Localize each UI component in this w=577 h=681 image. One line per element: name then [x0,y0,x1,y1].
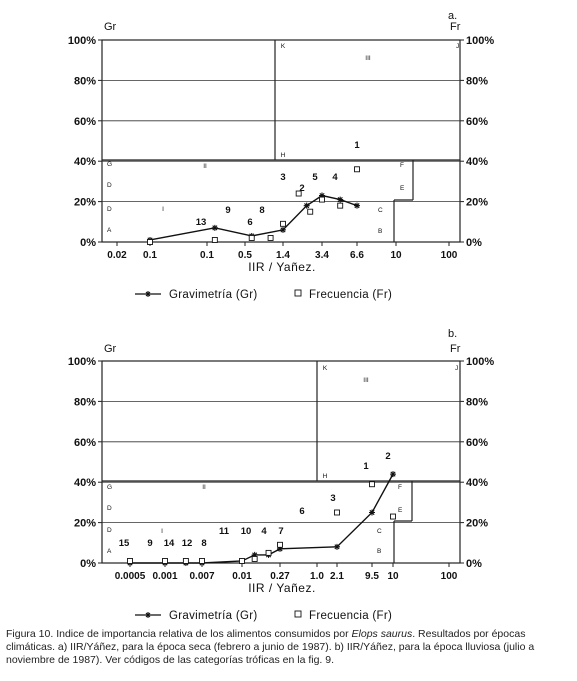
panel-a-left-axis-label: Gr [104,21,117,33]
panel-b-xtick-label: 0.0005 [114,571,146,582]
panel-a-plot-frame [102,40,460,242]
panel-b-frecuencia-point [200,558,205,563]
panel-b-zone-letter: E [398,507,403,514]
panel-a-ytick-label-left: 20% [73,196,96,209]
panel-b-gravimetria-point [334,544,340,550]
panel-b-xtick-label: 2.1 [330,571,344,582]
panel-b-point-label: 2 [385,451,391,462]
panel-a-x-axis-label: IIR / Yañez. [248,260,316,274]
panel-b-panel-letter: b. [448,328,458,340]
panel-b-zone-letter: B [377,548,382,555]
panel-a-zone-letter: B [378,228,383,235]
panel-b-ytick-label-left: 0% [80,558,96,570]
panel-b-frecuencia-point [128,558,133,563]
panel-a-xtick-label: 0.5 [238,250,252,261]
panel-a-zone-letter: C [378,207,383,214]
panel-a-zone-letter: A [107,227,112,234]
panel-b-xtick-label: 100 [440,571,458,582]
panel-a-point-label: 13 [195,217,207,228]
panel-a-ytick-label-right: 40% [466,156,489,169]
panel-b-point-label: 6 [299,506,305,517]
panel-b-x-axis-label: IIR / Yañez. [248,581,316,595]
panel-a-xtick-label: 100 [440,250,458,261]
panel-a-frecuencia-point [249,235,254,240]
panel-b-frecuencia-point [163,558,168,563]
panel-b-point-label: 12 [181,538,193,549]
panel-a-frecuencia-point [148,240,153,245]
panel-b-xtick-label: 10 [387,571,399,582]
panel-b-frecuencia-point [183,558,188,563]
panel-b-zone-letter: II [202,484,206,491]
panel-a-ytick-label-left: 80% [73,75,96,88]
panel-a-zone-letter: J [456,43,460,50]
panel-a-ytick-label-left: 100% [67,35,96,47]
panel-b-zone-letter: H [322,473,328,480]
panel-a-gravimetria-point [354,203,360,209]
panel-b-ytick-label-right: 0% [466,558,482,570]
panel-a-ytick-label-right: 60% [466,115,489,128]
panel-a-point-label: 1 [354,140,360,151]
panel-b-frecuencia-point [252,556,257,561]
panel-a-zone-letter: G [107,161,113,168]
panel-a-zone-letter: E [400,185,405,192]
panel-b-frecuencia-point [370,482,375,487]
panel-b-zone-letter: F [398,484,402,491]
panel-b-legend-frecuencia-label: Frecuencia (Fr) [309,610,393,622]
panel-b-zone-letter: A [107,548,112,555]
panel-b-xtick-label: 0.01 [232,571,252,582]
panel-a-point-label: 5 [312,172,318,183]
panel-a-zone-letter: K [280,43,286,50]
panel-b-ytick-label-left: 100% [67,356,96,368]
panel-a-legend-frecuencia-label: Frecuencia (Fr) [309,289,393,301]
panel-a-ytick-label-right: 100% [466,35,495,47]
panel-b-ytick-label-left: 80% [73,396,96,409]
panel-a-zone-letter: I [162,206,164,213]
panel-a-point-label: 8 [259,205,265,216]
panel-a-right-axis-label: Fr [450,21,461,33]
panel-b-point-label: 10 [240,526,252,537]
panel-a-frecuencia-point [320,197,325,202]
panel-a-xtick-label: 0.02 [107,250,127,261]
panel-a-xtick-label: 1.4 [276,250,290,261]
panel-a-zone-letter: F [400,162,404,169]
panel-a-series-gravimetria-line [150,196,357,240]
panel-b-point-label: 8 [201,538,207,549]
panel-a-ytick-label-left: 40% [73,156,96,169]
panel-a-legend-gravimetria-marker [145,291,151,297]
panel-a-gravimetria-point [280,227,286,233]
panel-a-ytick-label-right: 80% [466,75,489,88]
panel-b-point-label: 9 [147,538,153,549]
panel-b-series-gravimetria-line [130,474,393,563]
panel-a-legend-gravimetria-label: Gravimetría (Gr) [169,289,258,301]
panel-a-ytick-label-left: 0% [80,237,96,249]
panel-b-legend-gravimetria-label: Gravimetría (Gr) [169,610,258,622]
panel-b-zone-letter: C [377,528,382,535]
panel-b-ytick-label-right: 100% [466,356,495,368]
panel-b-zone-letter: D [107,505,112,512]
panel-b-zone-letter: D [107,527,112,534]
panel-a-legend-frecuencia-marker [295,290,301,296]
panel-b-xtick-label: 0.001 [152,571,178,582]
panel-a-point-label: 2 [299,183,305,194]
panel-b-ytick-label-left: 40% [73,477,96,490]
panel-a-xtick-label: 0.1 [200,250,214,261]
panel-a-point-label: 6 [247,217,253,228]
panel-a-frecuencia-point [355,167,360,172]
panel-b-zone-letter: J [455,365,459,372]
panel-b-point-label: 11 [218,526,230,537]
panel-a-ytick-label-right: 0% [466,237,482,249]
panel-a-frecuencia-point [338,203,343,208]
panel-a-point-label: 9 [225,205,231,216]
panel-b-point-label: 7 [278,526,284,537]
panel-b-point-label: 3 [330,493,336,504]
panel-b-gravimetria-point [390,471,396,477]
panel-b-frecuencia-point [278,542,283,547]
panel-b-ytick-label-right: 20% [466,517,489,530]
panel-a-zone-letter: II [203,163,207,170]
panel-a-frecuencia-point [308,209,313,214]
panel-b-zone-letter: I [161,528,163,535]
panel-b-xtick-label: 9.5 [365,571,379,582]
panel-b-xtick-label: 0.27 [270,571,290,582]
panel-a-frecuencia-point [212,237,217,242]
panel-a-xtick-label: 3.4 [315,250,329,261]
panel-a-zone-letter: D [107,182,112,189]
panel-a-zone-letter: H [280,152,286,159]
panel-a-zone-letter: III [365,55,371,62]
panel-a-xtick-label: 0.1 [143,250,157,261]
panel-b-frecuencia-point [335,510,340,515]
panel-b-frecuencia-point [266,550,271,555]
panel-a-gravimetria-point [212,225,218,231]
panel-b-point-label: 4 [261,526,267,537]
panel-b-frecuencia-point [240,558,245,563]
panel-b-legend-gravimetria-marker [145,612,151,618]
panel-a-xtick-label: 10 [390,250,402,261]
panel-a-gravimetria-point [304,203,310,209]
panel-b-ytick-label-right: 40% [466,477,489,490]
figure-caption [6,628,572,667]
panel-b-zone-letter: K [322,365,328,372]
panel-a-frecuencia-point [281,221,286,226]
panel-b-point-label: 15 [118,538,130,549]
panel-b-ytick-label-left: 60% [73,436,96,449]
panel-b-ytick-label-right: 60% [466,436,489,449]
panel-a-gravimetria-point [337,197,343,203]
caption-text-1: Figura 10. Indice de importancia relativa de los alimentos consumidos por [6,628,352,640]
panel-b-left-axis-label: Gr [104,343,117,355]
panel-a-xtick-label: 6.6 [350,250,364,261]
panel-b-frecuencia-point [391,514,396,519]
panel-b-zone-letter: III [363,377,369,384]
panel-b-gravimetria-point [369,510,375,516]
panel-b-ytick-label-left: 20% [73,517,96,530]
panel-b-right-axis-label: Fr [450,343,461,355]
panel-b-xtick-label: 1.0 [310,571,324,582]
panel-a-ytick-label-right: 20% [466,196,489,209]
panel-b-point-label: 14 [163,538,175,549]
panel-b-point-label: 1 [363,461,369,472]
panel-a-panel-letter: a. [448,10,458,22]
panel-a-frecuencia-point [268,235,273,240]
caption-species: Elops saurus [351,628,413,640]
panel-a-ytick-label-left: 60% [73,115,96,128]
panel-b-xtick-label: 0.007 [189,571,215,582]
panel-a-zone-letter: D [107,206,112,213]
panel-a-point-label: 4 [332,172,338,183]
caption-text-2: . Resultados por épocas climáticas. a) IIR/Yáñez, para la época seca (febrero a junio de 1987). b) IIR/Yáñez, para la época lluviosa (julio a noviembre de 1987). Ver códigos de las categorías tróficas en la fig. 9. [6,628,535,666]
panel-b-legend-frecuencia-marker [295,611,301,617]
panel-b-zone-letter: G [107,484,113,491]
panel-a-point-label: 3 [280,172,286,183]
panel-b-ytick-label-right: 80% [466,396,489,409]
